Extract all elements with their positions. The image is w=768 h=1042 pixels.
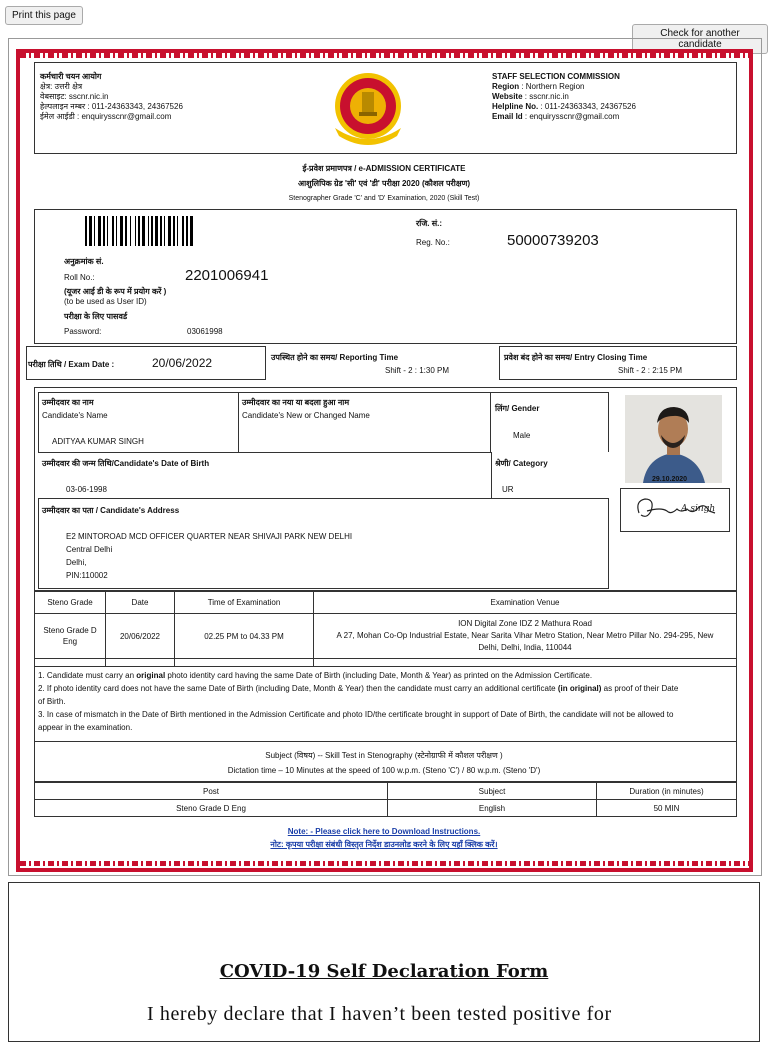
barcode-bar <box>125 216 127 246</box>
reporting-time-label: उपस्थित होने का समय/ Reporting Time <box>271 353 399 362</box>
post-header: Post <box>35 783 388 800</box>
new-name-hindi-label: उम्मीदवार का नया या बदला हुआ नाम <box>242 398 350 407</box>
download-note-english <box>0 827 768 837</box>
barcode-bar <box>120 216 123 246</box>
venue-date: 20/06/2022 <box>106 614 175 659</box>
barcode-bar <box>130 216 131 246</box>
subject-value: English <box>388 800 597 817</box>
header-email-label: Email Id <box>492 112 523 121</box>
duration-value: 50 MIN <box>597 800 737 817</box>
barcode-bar <box>190 216 193 246</box>
venue-line-3: Delhi, Delhi, India, 110044 <box>478 643 572 652</box>
new-name-label: Candidate's New or Changed Name <box>242 411 370 420</box>
exam-date-value: 20/06/2022 <box>152 356 213 370</box>
header-hindi-website: वेबसाइट: sscnr.nic.in <box>40 92 109 101</box>
barcode-bar <box>89 216 92 246</box>
venue-header-time: Time of Examination <box>175 592 314 614</box>
venue-grade: Steno Grade D Eng <box>35 614 106 659</box>
barcode-bar <box>173 216 175 246</box>
header-hindi-region: क्षेत्र: उत्तरी क्षेत्र <box>40 82 83 91</box>
candidate-signature <box>620 488 730 532</box>
header-helpline-value: : 011-24363343, 24367526 <box>538 102 636 111</box>
barcode-bar <box>182 216 184 246</box>
header-hindi-helpline: हेल्पलाइन नम्बर : 011-24363343, 24367526 <box>40 102 183 111</box>
header-region-value: : Northern Region <box>519 82 585 91</box>
barcode-bar <box>94 216 95 246</box>
address-line-4: PIN:110002 <box>66 571 108 580</box>
header-helpline <box>492 102 636 112</box>
barcode-bar <box>160 216 162 246</box>
venue-header-grade: Steno Grade <box>35 592 106 614</box>
instruction-2-pre: 2. If photo identity card does not have the same Date of Birth (including Date, Month & Year) then the candidate must carry an additional certificate <box>38 684 558 693</box>
certificate-border-pattern-bottom <box>20 861 749 866</box>
header-email <box>492 112 619 122</box>
exam-date-label: परीक्षा तिथि / Exam Date : <box>28 360 115 369</box>
gender-label: लिंग/ Gender <box>495 404 540 413</box>
barcode-bar <box>164 216 165 246</box>
instruction-2-post: as proof of their Date <box>601 684 679 693</box>
barcode-bar <box>112 216 114 246</box>
exam-name-english: Stenographer Grade 'C' and 'D' Examination, 2020 (Skill Test) <box>288 195 480 202</box>
reg-no-hindi-label: रजि. सं.: <box>416 219 443 228</box>
password-label: Password: <box>64 327 102 336</box>
covid-declaration-text: I hereby declare that I haven’t been tested positive for <box>147 1003 612 1025</box>
download-instructions-hindi-link[interactable]: नोट: कृपया परीक्षा संबंधी विस्तृत निर्देश डाउनलोड करने के लिए यहाँ क्लिक करें। <box>270 840 498 849</box>
photo-date: 29.10.2020 <box>652 476 688 483</box>
userid-hindi-note: (यूजर आई डी के रूप में प्रयोग करें ) <box>64 287 167 296</box>
dob-value: 03-06-1998 <box>66 485 107 494</box>
category-label: श्रेणी/ Category <box>495 459 548 468</box>
barcode-bar <box>142 216 145 246</box>
venue-line-1: ION Digital Zone IDZ 2 Mathura Road <box>458 619 592 628</box>
address-line-3: Delhi, <box>66 558 87 567</box>
reporting-time-cell <box>265 346 500 380</box>
venue-line-2: A 27, Mohan Co-Op Industrial Estate, Near Sarita Vihar Metro Station, Near Metro Pillar No. 294-295, New <box>336 631 714 640</box>
reporting-time-value: Shift - 2 : 1:30 PM <box>385 366 450 375</box>
instruction-1 <box>38 671 592 681</box>
entry-closing-label: प्रवेश बंद होने का समय/ Entry Closing Time <box>504 353 648 362</box>
subject-line: Subject (विषय) -- Skill Test in Stenography (स्टेनोग्राफी में कौशल परीक्षण ) <box>265 751 503 760</box>
venue-table-row <box>35 614 737 659</box>
header-english-title: STAFF SELECTION COMMISSION <box>492 72 620 81</box>
venue-time: 02.25 PM to 04.33 PM <box>175 614 314 659</box>
dictation-time-line: Dictation time – 10 Minutes at the speed of 100 w.p.m. (Steno 'C') / 80 w.p.m. (Steno 'D') <box>227 766 541 775</box>
barcode-bar <box>186 216 188 246</box>
gender-value: Male <box>513 431 531 440</box>
subject-box <box>34 742 737 782</box>
header-website-value: : sscnr.nic.in <box>522 92 569 101</box>
barcode <box>83 216 268 246</box>
download-note-hindi <box>0 840 768 850</box>
download-instructions-link[interactable]: Note: - Please click here to Download Instructions. <box>287 827 481 836</box>
barcode-bar <box>98 216 101 246</box>
header-hindi-title: कर्मचारी चयन आयोग <box>40 72 102 81</box>
header-hindi-email: ईमेल आईडी : enquirysscnr@gmail.com <box>40 112 172 121</box>
instruction-1-pre: 1. Candidate must carry an <box>38 671 137 680</box>
certificate-title: ई-प्रवेश प्रमाणपत्र / e-ADMISSION CERTIFICATE <box>302 164 466 173</box>
header-website <box>492 92 569 102</box>
instruction-3-line-1: 3. In case of mismatch in the Date of Birth mentioned in the Admission Certificate and photo ID/the certificate brought in support of Date of Birth, the candidate will not be allowed to <box>38 710 674 719</box>
barcode-bar <box>103 216 105 246</box>
entry-closing-value: Shift - 2 : 2:15 PM <box>618 366 683 375</box>
instruction-2 <box>38 684 678 694</box>
subject-header: Subject <box>388 783 597 800</box>
venue-header-venue: Examination Venue <box>314 592 737 614</box>
signature-text: A.singh <box>681 504 716 514</box>
candidate-photo <box>625 395 722 483</box>
header-website-label: Website <box>492 92 523 101</box>
dob-label: उम्मीदवार की जन्म तिथि/Candidate's Date of Birth <box>42 459 210 468</box>
userid-english-note: (to be used as User ID) <box>64 297 147 306</box>
roll-no-label: Roll No.: <box>64 273 95 282</box>
password-hindi-label: परीक्षा के लिए पासवर्ड <box>64 312 128 321</box>
address-line-1: E2 MINTOROAD MCD OFFICER QUARTER NEAR SHIVAJI PARK NEW DELHI <box>66 532 353 541</box>
duration-header: Duration (in minutes) <box>597 783 737 800</box>
reg-no-value: 50000739203 <box>507 232 599 249</box>
reg-no-label: Reg. No.: <box>416 238 450 247</box>
barcode-bar <box>168 216 171 246</box>
barcode-bar <box>107 216 108 246</box>
header-region <box>492 82 584 92</box>
candidate-name-hindi-label: उम्मीदवार का नाम <box>42 398 94 407</box>
address-label: उम्मीदवार का पता / Candidate's Address <box>42 506 180 515</box>
instruction-2-bold: (in original) <box>557 684 602 693</box>
covid-form-title: COVID-19 Self Declaration Form <box>219 961 549 982</box>
instruction-2-continued: of Birth. <box>38 697 66 706</box>
address-line-2: Central Delhi <box>66 545 113 554</box>
header-email-value: : enquirysscnr@gmail.com <box>522 112 620 121</box>
barcode-bar <box>177 216 178 246</box>
instruction-1-post: photo identity card having the same Date of Birth (including Date, Month & Year) as printed on the Admission Certificate. <box>165 671 593 680</box>
venue-header-date: Date <box>106 592 175 614</box>
category-value: UR <box>502 485 514 494</box>
barcode-bar <box>148 216 149 246</box>
venue-address <box>314 614 737 659</box>
post-subject-table <box>34 782 737 817</box>
barcode-bar <box>151 216 153 246</box>
candidate-name-label: Candidate's Name <box>42 411 108 420</box>
exam-name-hindi: आशुलिपिक ग्रेड 'सी' एवं 'डी' परीक्षा 2020 (कौशल परीक्षण) <box>297 179 471 188</box>
post-subject-row <box>35 800 737 817</box>
ssc-emblem-logo <box>325 68 411 146</box>
barcode-bar <box>138 216 140 246</box>
certificate-border-pattern-top <box>20 53 749 58</box>
roll-no-hindi-label: अनुक्रमांक सं. <box>64 257 104 266</box>
exam-venue-table <box>34 591 737 667</box>
password-value: 03061998 <box>187 327 223 336</box>
roll-no-value: 2201006941 <box>185 267 269 284</box>
barcode-bar <box>135 216 136 246</box>
print-page-button[interactable]: Print this page <box>5 6 83 25</box>
instruction-1-bold: original <box>136 671 166 680</box>
barcode-bar <box>85 216 87 246</box>
barcode-bar <box>155 216 158 246</box>
barcode-bar <box>116 216 117 246</box>
candidate-name-value: ADITYAA KUMAR SINGH <box>52 437 144 446</box>
header-region-label: Region <box>492 82 520 91</box>
post-value: Steno Grade D Eng <box>35 800 388 817</box>
instruction-3-line-2: appear in the examination. <box>38 723 133 732</box>
header-helpline-label: Helpline No. <box>492 102 539 111</box>
check-another-candidate-button[interactable]: Check for another candidate <box>632 24 768 54</box>
